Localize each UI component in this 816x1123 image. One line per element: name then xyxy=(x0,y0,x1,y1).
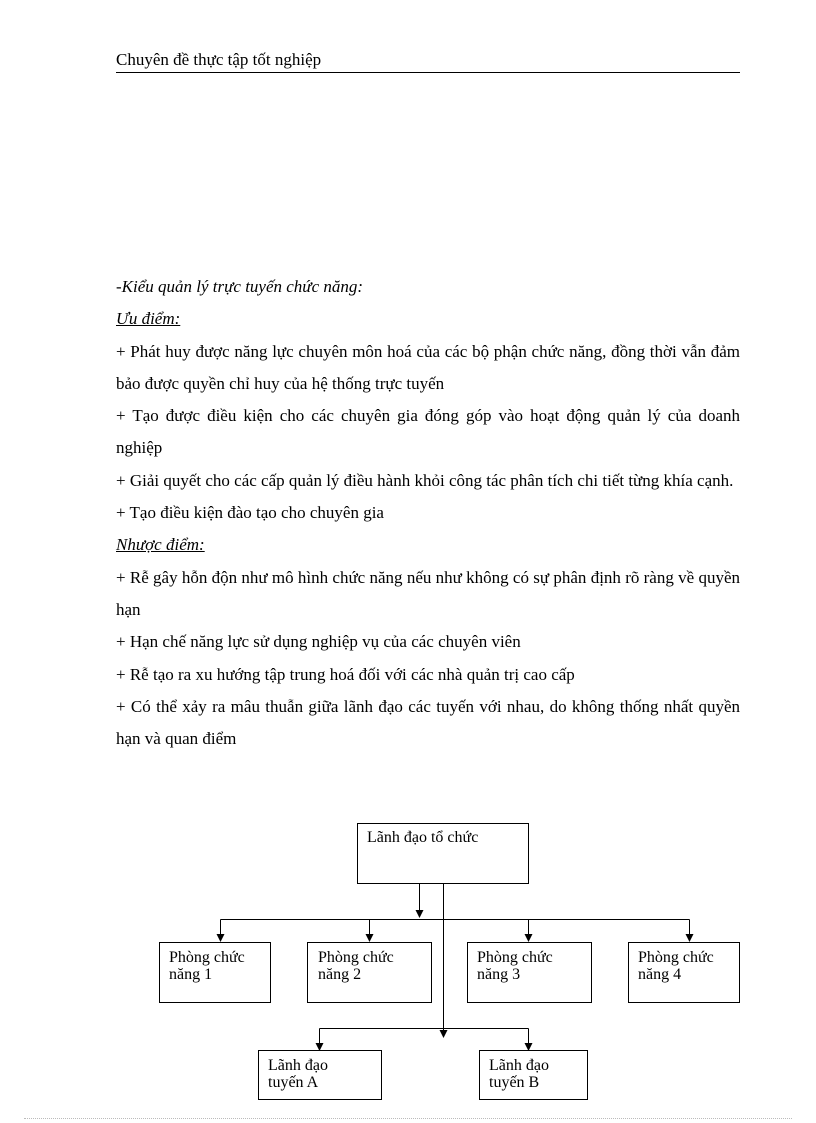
advantage-item: + Giải quyết cho các cấp quản lý điều hành khỏi công tác phân tích chi tiết từng khía cạnh. xyxy=(116,470,734,490)
department-label: Phòng chức năng 3 xyxy=(477,949,553,983)
department-label: Phòng chức năng 2 xyxy=(318,949,394,983)
disadvantage-item: + Rễ tạo ra xu hướng tập trung hoá đối với các nhà quản trị cao cấp xyxy=(116,664,575,684)
department-label: Phòng chức năng 1 xyxy=(169,949,245,983)
section-heading: -Kiểu quản lý trực tuyến chức năng: xyxy=(116,277,364,296)
advantage-item: + Phát huy được năng lực chuyên môn hoá của các bộ phận chức năng, đồng thời vẫn đảm bảo được quyền chỉ huy của hệ thống trực tuyến xyxy=(116,341,740,393)
advantage-item: + Tạo được điều kiện cho các chuyên gia đóng góp vào hoạt động quản lý của doanh nghiệp xyxy=(116,406,740,458)
advantage-item: + Tạo điều kiện đào tạo cho chuyên gia xyxy=(116,503,384,523)
disadvantage-item: + Rễ gây hỗn độn như mô hình chức năng nếu như không có sự phân định rõ ràng về quyền hạn xyxy=(116,567,740,619)
footer-divider xyxy=(24,1118,792,1119)
disadvantage-item: + Có thể xảy ra mâu thuẫn giữa lãnh đạo các tuyến với nhau, do không thống nhất quyền hạn và quan điểm xyxy=(116,696,740,749)
department-label: Phòng chức năng 4 xyxy=(638,949,714,983)
line-manager-label: Lãnh đạo tuyến B xyxy=(489,1057,549,1091)
line-manager-label: Lãnh đạo tuyến A xyxy=(268,1057,328,1091)
top-box-label: Lãnh đạo tổ chức xyxy=(367,829,479,846)
advantages-title: Ưu điểm: xyxy=(116,309,181,329)
header-title: Chuyên đề thực tập tốt nghiệp xyxy=(116,50,322,69)
disadvantages-title: Nhược điểm: xyxy=(116,535,205,555)
disadvantage-item: + Hạn chế năng lực sử dụng nghiệp vụ của các chuyên viên xyxy=(116,632,521,652)
